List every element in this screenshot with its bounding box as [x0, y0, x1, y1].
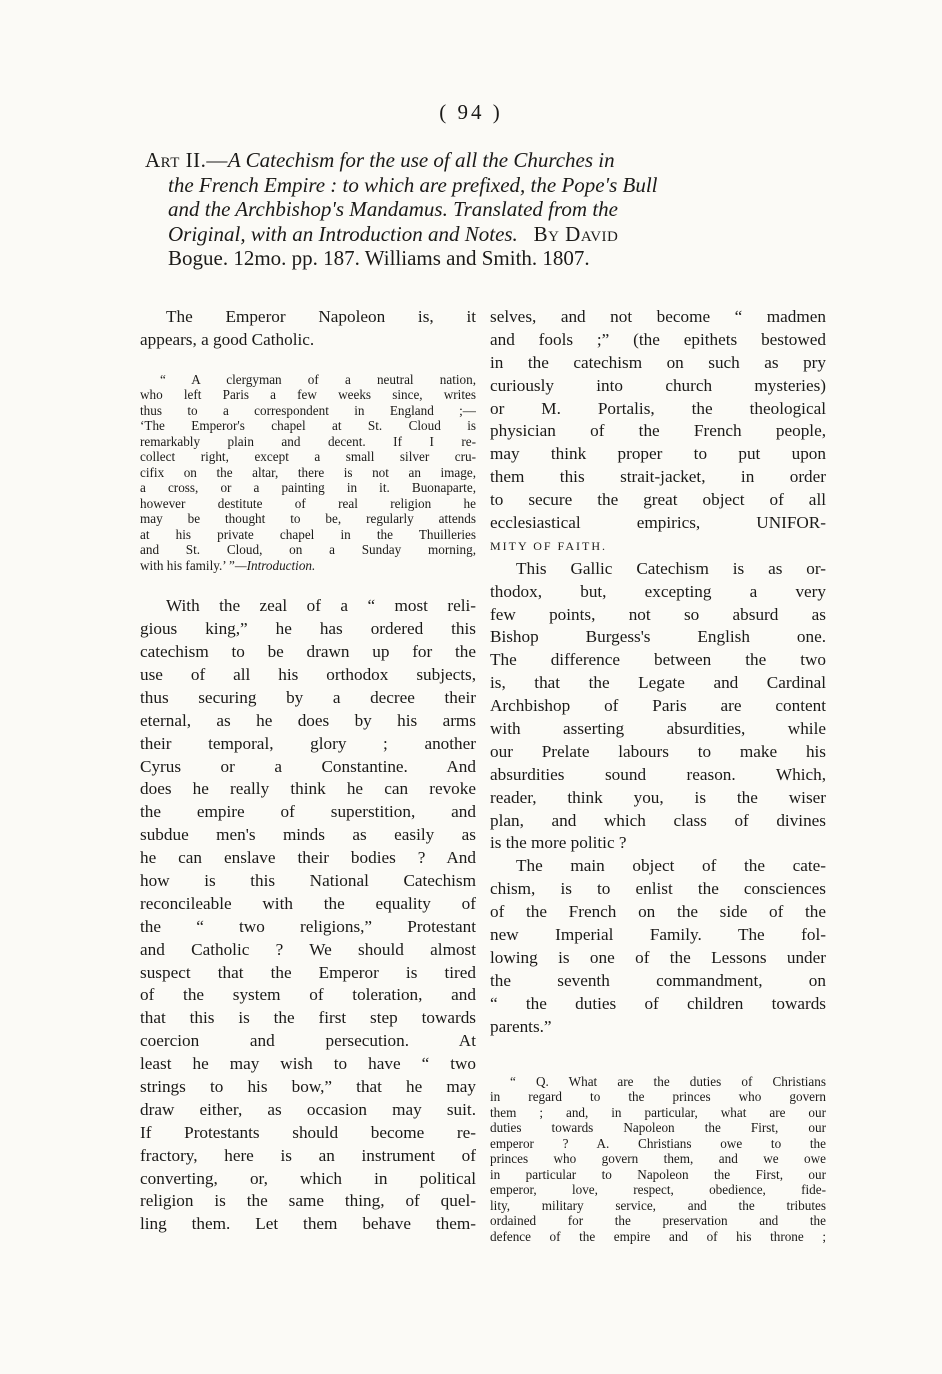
left-column — [140, 306, 476, 1236]
body-line: in the catechism on such as pry — [490, 352, 826, 372]
footnote-line: cifix on the altar, there is not an image, — [140, 464, 476, 480]
body-line: to secure the great object of all — [490, 490, 826, 510]
footnote-line: at his private chapel in the Thuilleries — [140, 526, 476, 542]
footnote-line: collect right, except a small silver cru- — [140, 449, 476, 465]
body-line: does he really think he can revoke — [140, 779, 476, 799]
body-line: converting, or, which in political — [140, 1168, 476, 1188]
footnote-line: who left Paris a few weeks since, writes — [140, 387, 476, 403]
paragraph-1 — [490, 306, 826, 558]
right-column — [490, 306, 826, 1244]
body-line: ecclesiastical empirics, UNIFOR- — [490, 513, 826, 533]
footnote-text: with his family.’ ” — [140, 557, 235, 573]
body-line: of the system of toleration, and — [140, 985, 476, 1005]
quote-line: in regard to the princes who govern — [490, 1089, 826, 1104]
heading-title-1: A Catechism for the use of all the Churches in — [227, 148, 615, 172]
body-line: least he may wish to have “ two — [140, 1054, 476, 1074]
paragraph-3 — [490, 855, 826, 1038]
body-line: catechism to be drawn up for the — [140, 642, 476, 662]
body-line: This Gallic Catechism is as or- — [516, 558, 826, 578]
footnote-line: “ A clergyman of a neutral nation, — [160, 371, 476, 387]
quote-line: “ Q. What are the duties of Christians — [510, 1073, 826, 1089]
quote-line: them ; and, in particular, what are our — [490, 1104, 826, 1120]
body-line: reconcileable with the equality of — [140, 893, 476, 913]
article-heading — [145, 148, 835, 271]
body-line: the “ two religions,” Protestant — [140, 916, 476, 936]
body-line: few points, not so absurd as — [490, 604, 826, 624]
body-line: “ the duties of children towards — [490, 993, 826, 1013]
article-label: Art II.— — [145, 148, 228, 172]
footnote-line: and St. Cloud, on a Sunday morning, — [140, 542, 476, 558]
body-line: suspect that the Emperor is tired — [140, 962, 476, 982]
body-line: eternal, as he does by his arms — [140, 710, 476, 730]
body-line: may think proper to put upon — [490, 444, 826, 464]
body-line: If Protestants should become re- — [140, 1122, 476, 1142]
body-line: plan, and which class of divines — [490, 810, 826, 830]
body-line: with asserting absurdities, while — [490, 719, 826, 739]
body-line: how is this National Catechism — [140, 870, 476, 890]
body-line: their temporal, glory ; another — [140, 733, 476, 753]
quote-line: emperor, love, respect, obedience, fide- — [490, 1182, 826, 1197]
body-line: parents.” — [490, 1016, 552, 1036]
body-line: them this strait-jacket, in order — [490, 467, 826, 487]
body-line: fractory, here is an instrument of — [140, 1145, 476, 1165]
catechism-quote — [490, 1074, 826, 1245]
quote-line: lity, military service, and the tributes — [490, 1197, 826, 1213]
quote-line: duties towards Napoleon the First, our — [490, 1120, 826, 1135]
intro-line: The Emperor Napoleon is, it — [166, 307, 476, 326]
heading-line-2: the French Empire : to which are prefixed, the Pope's Bull — [168, 172, 658, 197]
quote-line: defence of the empire and of his throne ; — [490, 1228, 826, 1244]
body-line: of the French on the side of the — [490, 902, 826, 922]
quote-line: princes who govern them, and we owe — [490, 1151, 826, 1166]
footnote-source: —Introduction. — [234, 557, 316, 573]
footnote-line: a cross, or a painting in it. Buonaparte, — [140, 480, 476, 496]
body-line: gious king,” he has ordered this — [140, 619, 476, 639]
body-line: or M. Portalis, the theological — [490, 398, 826, 418]
body-line: new Imperial Family. The fol- — [490, 925, 826, 945]
body-line: MITY OF FAITH. — [490, 538, 607, 553]
page-number: ( 94 ) — [439, 100, 503, 124]
body-line: chism, is to enlist the consciences — [490, 879, 826, 899]
body-line: Cyrus or a Constantine. And — [140, 756, 476, 776]
footnote-line — [140, 558, 476, 574]
intro-paragraph — [140, 306, 476, 352]
body-line: coercion and persecution. At — [140, 1031, 476, 1051]
heading-line-5: Bogue. 12mo. pp. 187. Williams and Smith. 1807. — [168, 246, 590, 270]
body-line: Bishop Burgess's English one. — [490, 627, 826, 647]
paragraph-2 — [490, 558, 826, 856]
heading-line-4 — [145, 222, 835, 247]
footnote-line: may be thought to be, regularly attends — [140, 511, 476, 527]
body-line: that this is the first step towards — [140, 1008, 476, 1028]
body-paragraph — [140, 595, 476, 1236]
body-line: The main object of the cate- — [516, 856, 826, 876]
body-line: ling them. Let them behave them- — [140, 1214, 476, 1234]
body-line: reader, think you, is the wiser — [490, 787, 826, 807]
body-line: and Catholic ? We should almost — [140, 939, 476, 959]
intro-line: appears, a good Catholic. — [140, 329, 315, 349]
footnote-line: ‘The Emperor's chapel at St. Cloud is — [140, 418, 476, 434]
body-line: strings to his bow,” that he may — [140, 1076, 476, 1096]
quote-line: ordained for the preservation and the — [490, 1213, 826, 1228]
footnote-line: thus to a correspondent in England ;— — [140, 402, 476, 418]
heading-line-1 — [145, 148, 835, 173]
body-line: curiously into church mysteries) — [490, 375, 826, 395]
body-line: our Prelate labours to make his — [490, 741, 826, 761]
footnote-line: however destitute of real religion he — [140, 495, 476, 511]
body-line: the empire of superstition, and — [140, 802, 476, 822]
body-line: the seventh commandment, on — [490, 970, 826, 990]
body-line: Archbishop of Paris are content — [490, 696, 826, 716]
heading-author-by: By David — [533, 221, 619, 246]
body-line: absurdities sound reason. Which, — [490, 764, 826, 784]
body-line: selves, and not become “ madmen — [490, 307, 826, 326]
body-line: subdue men's minds as easily as — [140, 825, 476, 845]
quote-line: in particular to Napoleon the First, our — [490, 1166, 826, 1182]
heading-title-4: Original, with an Introduction and Notes. — [168, 221, 518, 246]
body-line: is, that the Legate and Cardinal — [490, 673, 826, 693]
heading-line-3: and the Archbishop's Mandamus. Translated from the — [168, 197, 618, 221]
footnote — [140, 372, 476, 574]
body-line: lowing is one of the Lessons under — [490, 947, 826, 967]
body-line: The difference between the two — [490, 650, 826, 670]
body-line: is the more politic ? — [490, 833, 627, 853]
body-line: draw either, as occasion may suit. — [140, 1099, 476, 1119]
body-line: use of all his orthodox subjects, — [140, 664, 476, 684]
body-line: thodox, but, excepting a very — [490, 581, 826, 601]
body-line: religion is the same thing, of quel- — [140, 1191, 476, 1211]
quote-line: emperor ? A. Christians owe to the — [490, 1135, 826, 1151]
body-line: he can enslave their bodies ? And — [140, 848, 476, 868]
body-line: physician of the French people, — [490, 421, 826, 441]
body-line: With the zeal of a “ most reli- — [166, 596, 476, 616]
footnote-line: remarkably plain and decent. If I re- — [140, 433, 476, 449]
body-line: thus securing by a decree their — [140, 687, 476, 707]
body-line: and fools ;” (the epithets bestowed — [490, 329, 826, 349]
